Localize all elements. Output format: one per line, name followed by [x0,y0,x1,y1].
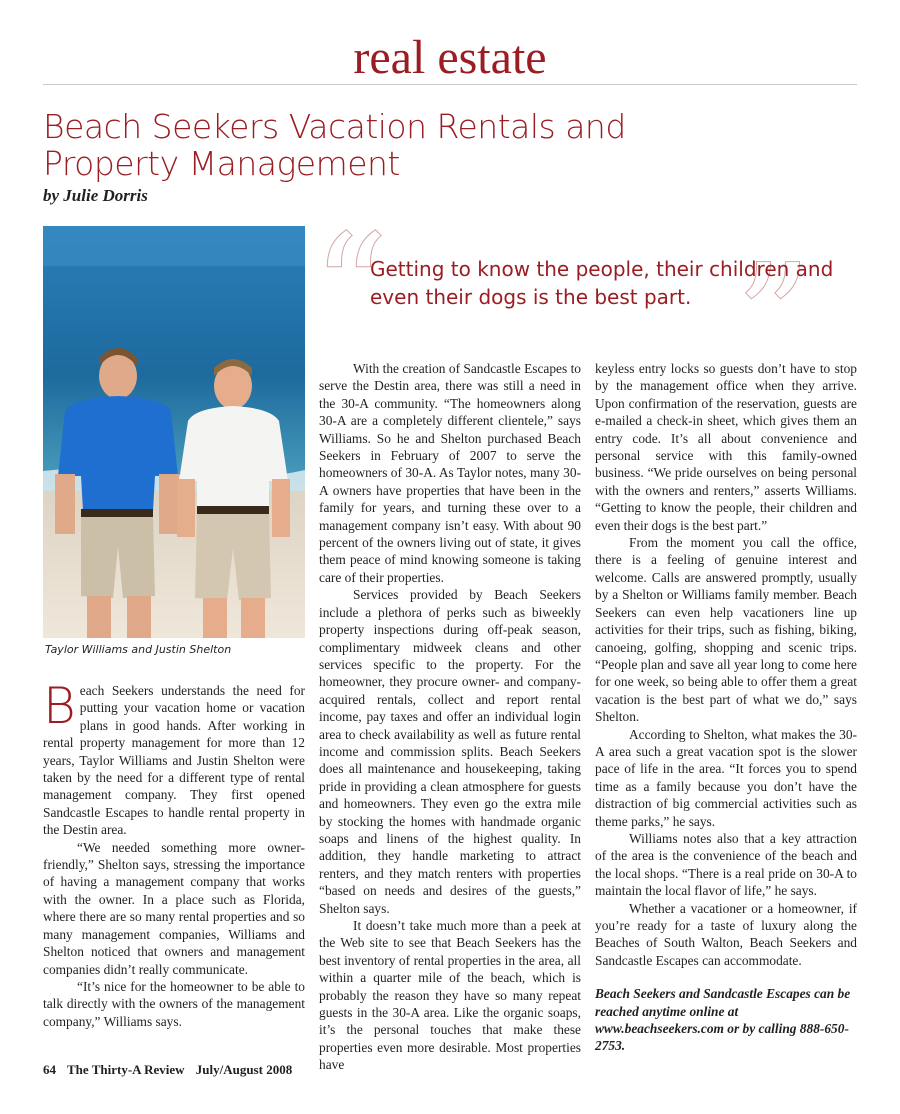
article-column-3 [595,360,857,1055]
paragraph: Services provided by Beach Seekers include a plethora of perks such as biweekly property inspections during off-peak season, complimentary midweek cleans and other services specific to the property. For the homeowner, they procure owner- and company-acquired rentals, collect and report rental income, pay taxes and offer an individual login area to check availability as well as future rental income and commission splits. Beach Seekers does all maintenance and housekeeping, taking pride in providing a clean atmosphere for guests and homeowners. They even go the extra mile by stocking the homes with handmade organic soaps and linens of the highest quality. In addition, they handle marketing to attract renters, and they match renters with properties “based on needs and desires of the guests,” Shelton says. [319,587,581,916]
paragraph-text: each Seekers understands the need for putting your vacation home or vacation plans in good hands. After working in rental property management for more than 12 years, Taylor Williams and Justin Shelton were taken by the need for a different type of rental management company. They first opened Sandcastle Escapes to handle rental property in the Destin area. [43,683,305,838]
paragraph [43,677,305,839]
photo-caption: Taylor Williams and Justin Shelton [45,643,232,656]
paragraph: “We needed something more owner-friendly,” Shelton says, stressing the importance of having a management company that works with the owner. In a place such as Florida, where there are so many rental properties and so many management companies, Williams and Shelton noticed that owners and management companies didn’t really communicate. [43,839,305,977]
article-photo [43,226,305,638]
issue-date: July/August 2008 [195,1062,293,1077]
publication-name: The Thirty-A Review [67,1062,185,1077]
paragraph: According to Shelton, what makes the 30-A area such a great vacation spot is the slower pace of life in the area. “It forces you to spend time as a family because you don’t have the distraction of big commercial activities such as theme parks,” he says. [595,726,857,829]
paragraph: From the moment you call the office, there is a feeling of genuine interest and welcome. Calls are answered promptly, usually by a Shelton or Williams family member. Beach Seekers can even help vacationers line up activities for their trips, such as fishing, biking, canoeing, golfing, shopping and scenic trips. “People plan and save all year long to come here for one week, so being able to offer them a great vacation is the best part of what we do,” says Shelton. [595,535,857,725]
paragraph: “It’s nice for the homeowner to be able to talk directly with the owners of the management company,” Williams says. [43,978,305,1029]
paragraph: Whether a vacationer or a homeowner, if you’re ready for a taste of luxury along the Beaches of South Walton, Beach Seekers and Sandcastle Escapes can accommodate. [595,900,857,968]
article-column-2 [319,360,581,1074]
contact-info: Beach Seekers and Sandcastle Escapes can be reached anytime online at www.beachseekers.com or by calling 888-650-2753. [595,986,851,1054]
paragraph: It doesn’t take much more than a peek at the Web site to see that Beach Seekers has the best inventory of rental properties in the area, all within a quarter mile of the beach, which is probably the reason they have so many repeat guests in the 30-A area. Like the organic soaps, it’s the personal touches that make these properties even more desirable. Most properties have [319,918,581,1073]
page-number: 64 [43,1062,56,1077]
header-divider [43,84,857,85]
close-quote-mark: ” [735,233,812,407]
article-headline: Beach Seekers Vacation Rentals and Property Management [43,107,626,183]
pull-quote: Getting to know the people, their children and even their dogs is the best part. [370,257,834,309]
open-quote-mark: “ [312,203,389,377]
byline: by Julie Dorris [43,186,148,205]
paragraph: Williams notes also that a key attraction of the area is the convenience of the beach and the local shops. “There is a real pride on 30-A to maintain the local flavor of life,” he says. [595,830,857,899]
paragraph: keyless entry locks so guests don’t have to stop by the management office when they arrive. Upon confirmation of the reservation, guests are e-mailed a check-in sheet, which gives them an entry code. It’s all about convenience and personal service with this family-owned business. “We pride ourselves on being personal with the owners and renters,” asserts Williams. “Getting to know the people, their children and even their dogs is the best part.” [595,361,857,533]
section-title: real estate [353,31,547,84]
paragraph: With the creation of Sandcastle Escapes to serve the Destin area, there was still a need in the 30-A community. “The homeowners along 30-A are a completely different clientele,” says Williams. So he and Shelton purchased Beach Seekers in February of 2007 to serve the homeowners of 30-A. As Taylor notes, many 30-A owners have properties that have been in the family for years, and turning these over to a management company isn’t easy. With about 90 percent of the owners living out of state, it gives them peace of mind knowing someone is taking care of their properties. [319,361,581,585]
article-column-1 [43,677,305,1030]
page-footer [43,1062,300,1078]
drop-cap: B [43,677,76,735]
